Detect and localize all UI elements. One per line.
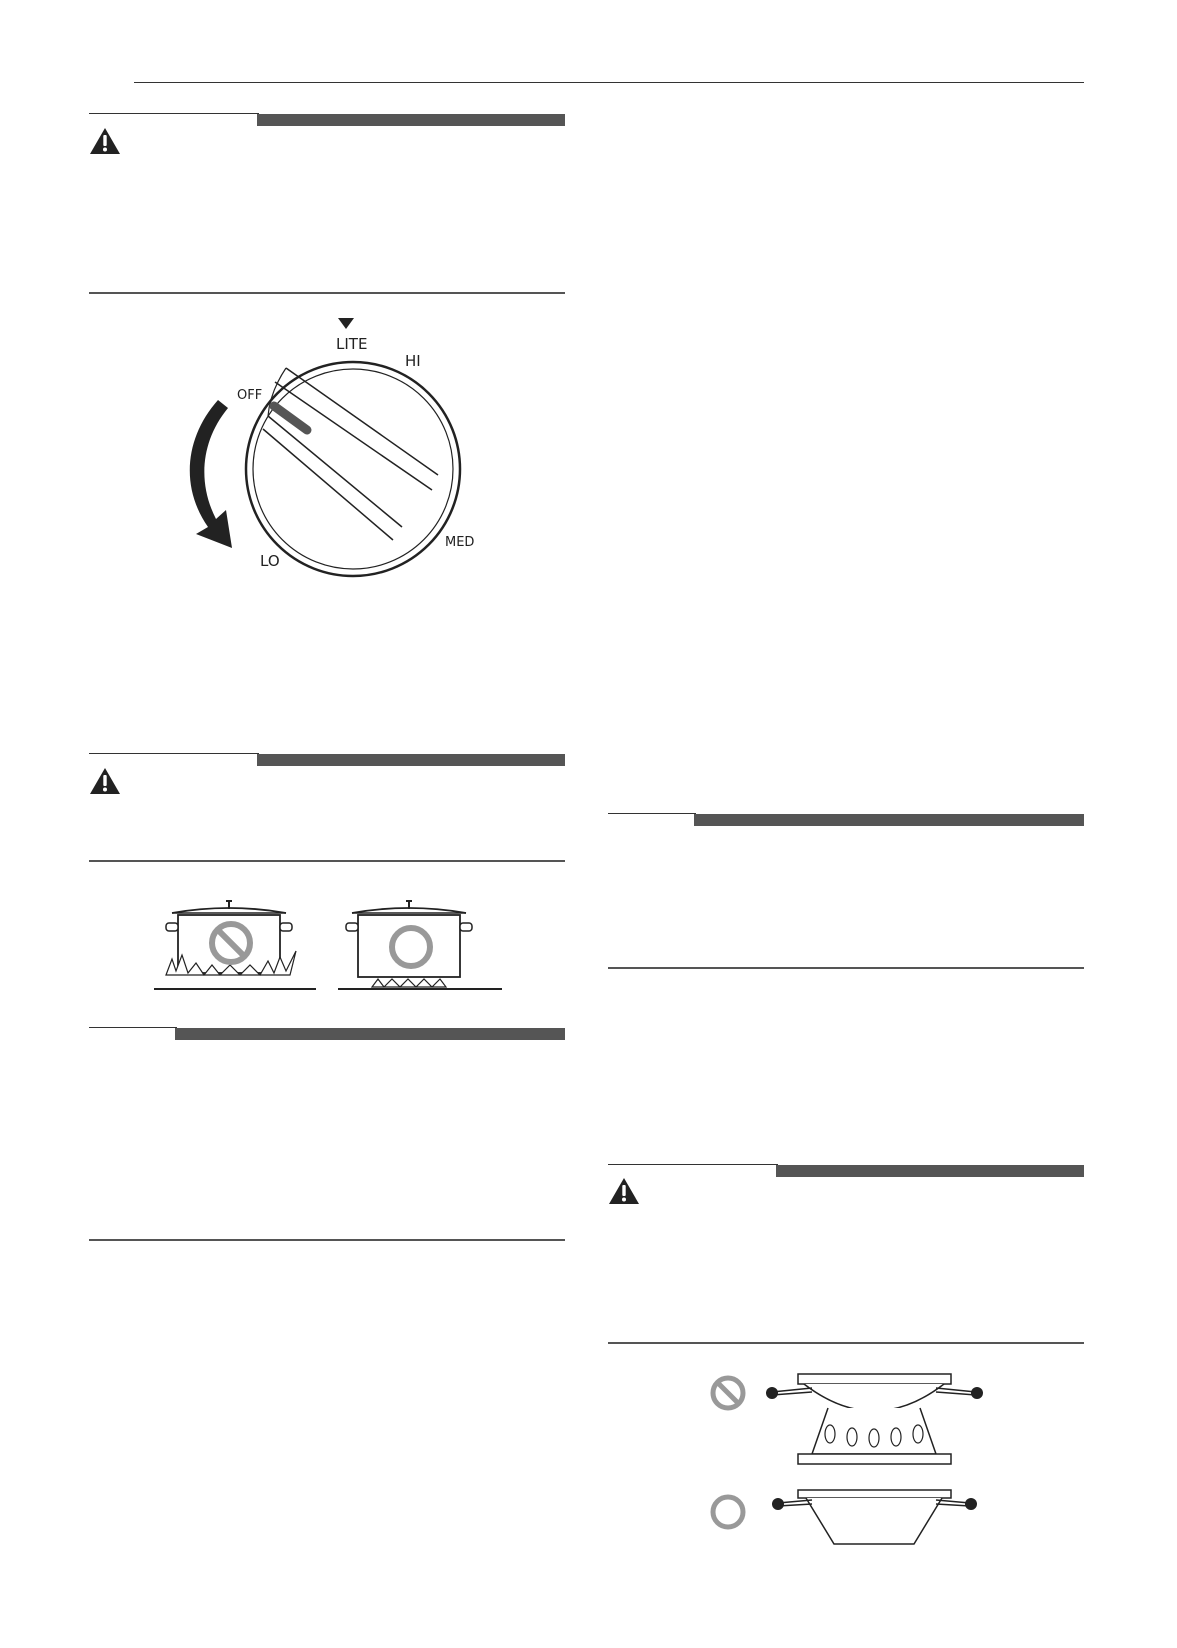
section-divider: [89, 860, 565, 862]
warning-triangle-icon: [607, 1176, 641, 1206]
warning-triangle-icon: [88, 126, 122, 156]
section-divider: [608, 967, 1084, 969]
page-top-rule: [134, 82, 1084, 83]
lite-pointer-icon: [338, 318, 354, 329]
wok-incorrect: [713, 1374, 983, 1464]
section-header-4: [608, 813, 1084, 827]
pot-correct: [338, 901, 502, 989]
section-header-warning-2: [89, 753, 565, 767]
pot-flame-illustration: [150, 895, 510, 995]
correct-circle-icon: [713, 1497, 743, 1527]
section-divider: [608, 1342, 1084, 1344]
dial-label-med: MED: [445, 535, 475, 550]
rotation-arrow-icon: [190, 400, 232, 548]
dial-label-hi: HI: [405, 352, 421, 370]
dial-label-off: OFF: [237, 388, 263, 403]
warning-triangle-icon: [88, 766, 122, 796]
section-header-warning-3: [608, 1164, 1084, 1178]
dial-label-lo: LO: [260, 552, 280, 570]
wok-correct: [713, 1490, 977, 1544]
section-header-warning-1: [89, 113, 565, 127]
section-divider: [89, 1239, 565, 1241]
section-divider: [89, 292, 565, 294]
pot-incorrect: [154, 901, 316, 989]
section-header-3: [89, 1027, 565, 1041]
wok-grate-illustration: [700, 1368, 1000, 1548]
dial-label-lite: LITE: [336, 335, 368, 353]
